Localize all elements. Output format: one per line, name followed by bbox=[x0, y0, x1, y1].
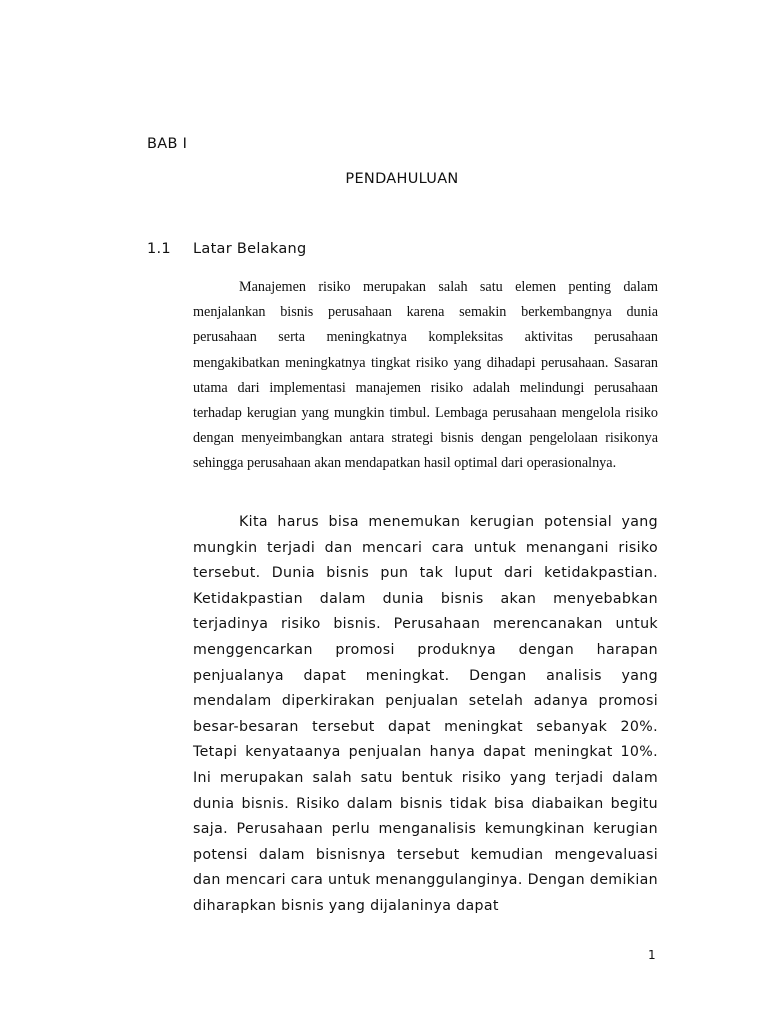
page-title: PENDAHULUAN bbox=[345, 171, 459, 187]
section-heading bbox=[147, 241, 307, 257]
section-title: Latar Belakang bbox=[193, 241, 307, 257]
page-number: 1 bbox=[648, 948, 656, 962]
body-paragraph bbox=[193, 510, 658, 920]
chapter-label: BAB I bbox=[147, 136, 188, 152]
section-number: 1.1 bbox=[147, 241, 171, 257]
paragraph-text: Kita harus bisa menemukan kerugian potensial yang mungkin terjadi dan mencari cara untuk menangani risiko tersebut. Dunia bisnis pun tak luput dari ketidakpastian. Ketidakpastian dalam dunia bisnis akan menyebabkan terjadinya risiko bisnis. Perusahaan merencanakan untuk menggencarkan promosi produknya dengan harapan penjualanya dapat meningkat. Dengan analisis yang mendalam diperkirakan penjualan setelah adanya promosi besar-besaran tersebut dapat meningkat sebanyak 20%. Tetapi kenyataanya penjualan hanya dapat meningkat 10%. Ini merupakan salah satu bentuk risiko yang terjadi dalam dunia bisnis. Risiko dalam bisnis tidak bisa diabaikan begitu saja. Perusahaan perlu menganalisis kemungkinan kerugian potensi dalam bisnisnya tersebut kemudian mengevaluasi dan mencari cara untuk menanggulanginya. Dengan demikian diharapkan bisnis yang dijalaninya dapat bbox=[193, 514, 659, 914]
paragraph-text: Manajemen risiko merupakan salah satu elemen penting dalam menjalankan bisnis perusahaan karena semakin berkembangnya dunia perusahaan serta meningkatnya kompleksitas aktivitas perusahaan mengakibatkan meningkatnya tingkat risiko yang dihadapi perusahaan. Sasaran utama dari implementasi manajemen risiko adalah melindungi perusahaan terhadap kerugian yang mungkin timbul. Lembaga perusahaan mengelola risiko dengan menyeimbangkan antara strategi bisnis dengan pengelolaan risikonya sehingga perusahaan akan mendapatkan hasil optimal dari operasionalnya. bbox=[193, 279, 658, 472]
body-paragraph bbox=[193, 275, 658, 477]
